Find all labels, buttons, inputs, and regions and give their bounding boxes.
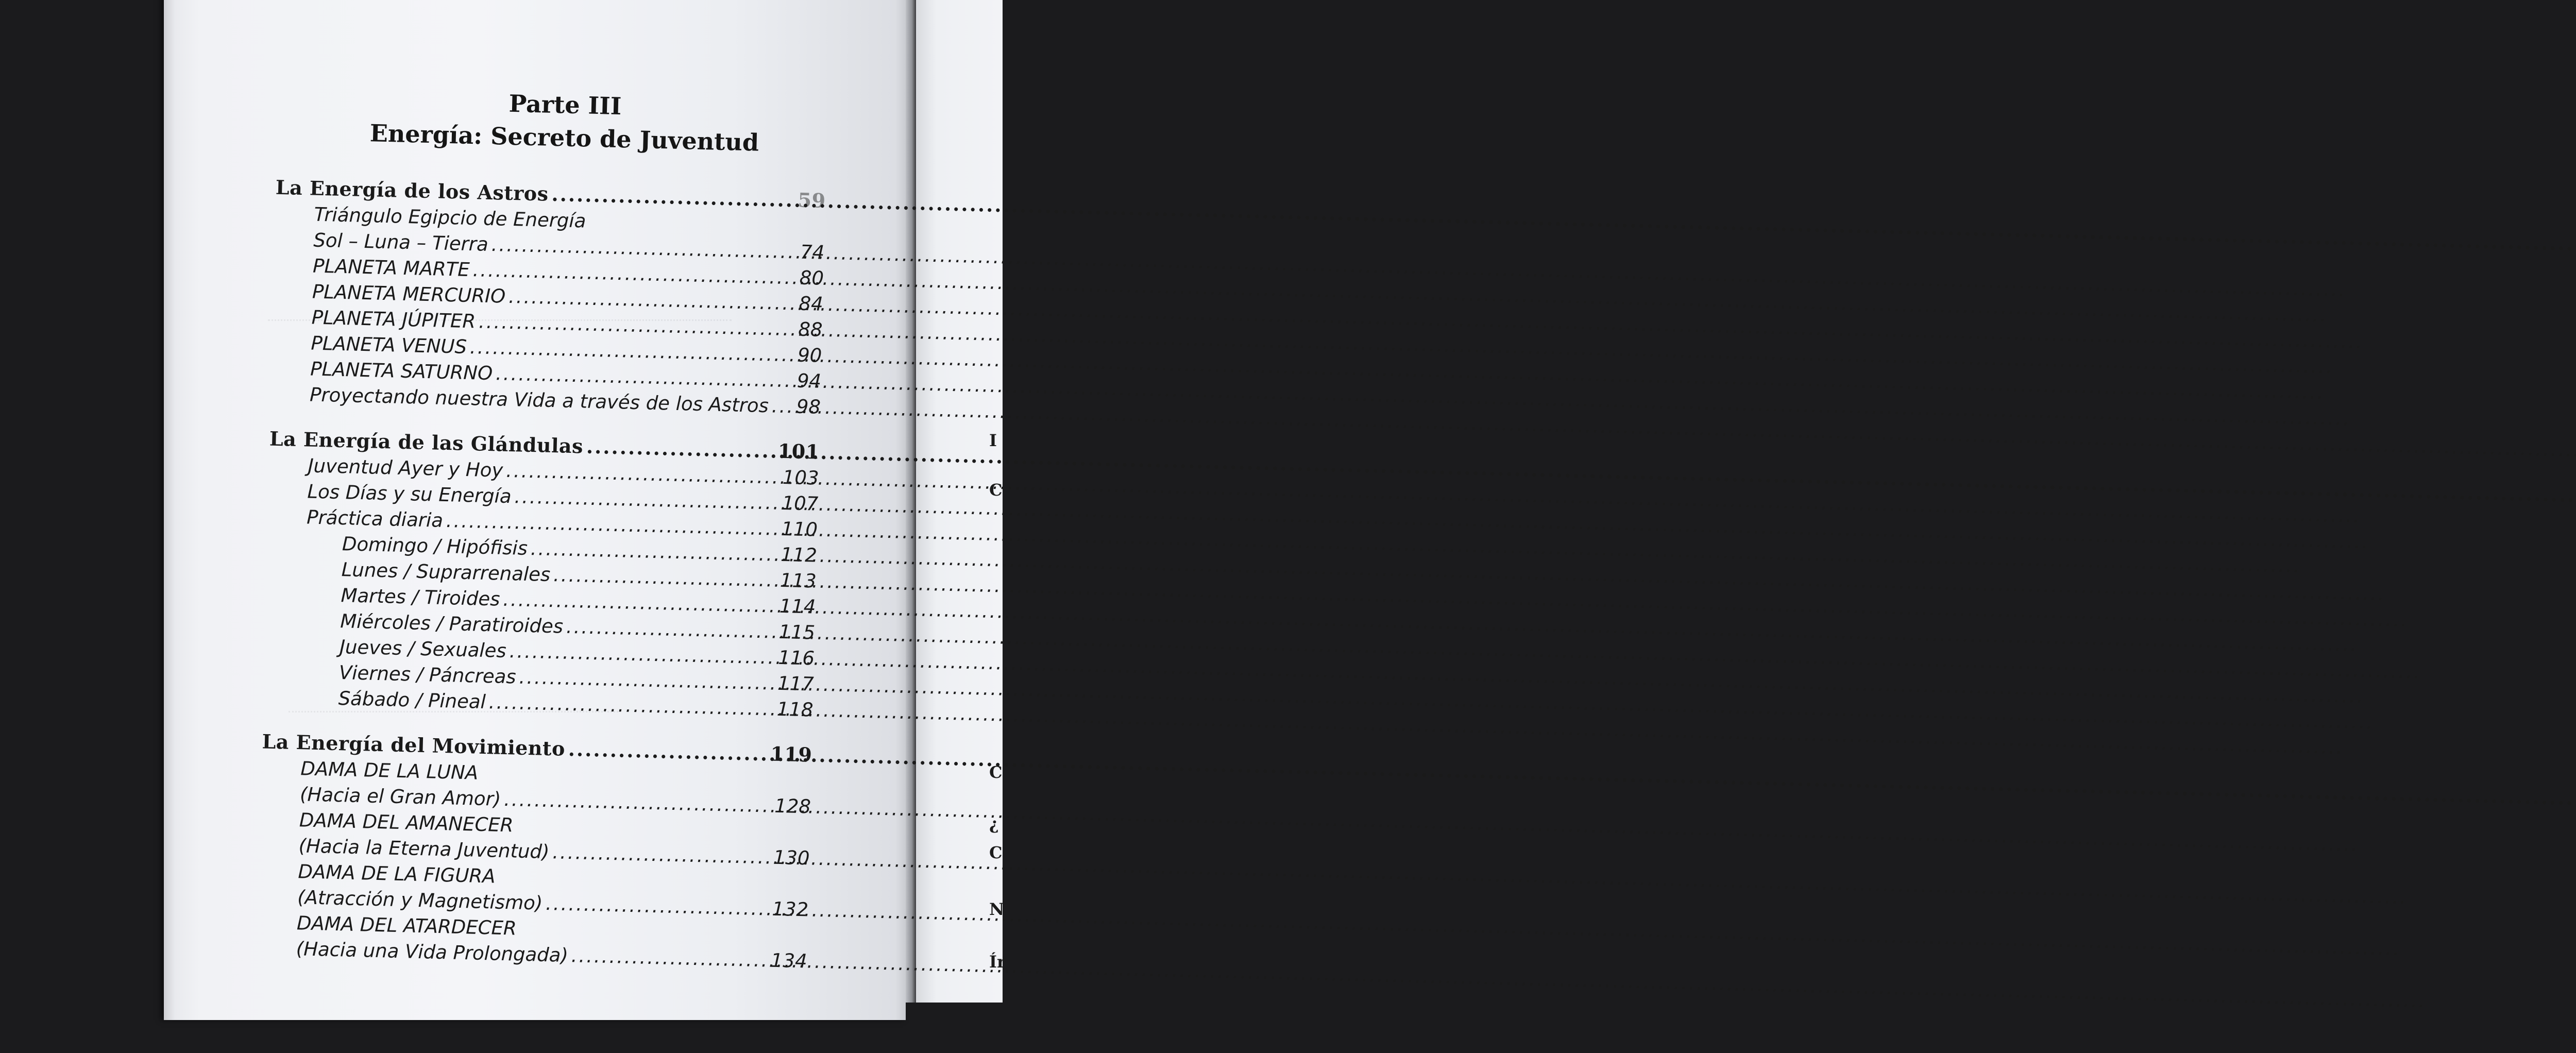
entry-page: 74 [800, 241, 825, 264]
entry-page: 110 [781, 517, 818, 541]
dot-leader [514, 485, 779, 514]
toc-entry: Triángulo Egipcio de Energía [314, 203, 586, 232]
entry-page: 107 [782, 491, 819, 515]
next-page-fragment: C [989, 843, 1003, 862]
entry-title: PLANETA MARTE [312, 254, 470, 281]
section-title: La Energía de las Glándulas [269, 427, 584, 458]
table-of-contents [0, 0, 1014, 1013]
entry-title: PLANETA SATURNO [310, 358, 493, 385]
dot-leader [566, 616, 776, 643]
entry-title: (Hacia el Gran Amor) [299, 783, 501, 810]
dot-leader [479, 310, 795, 340]
entry-title: PLANETA MERCURIO [312, 280, 506, 308]
entry-page: 80 [799, 266, 824, 290]
next-page-fragment: I [989, 431, 997, 450]
dot-leader [488, 691, 774, 720]
entry-page: 117 [777, 672, 815, 695]
dot-leader [530, 537, 777, 566]
section-title: La Energía del Movimiento [262, 729, 566, 760]
next-page-fragment: ¿ [989, 814, 999, 834]
entry-page: 98 [796, 395, 821, 418]
section-page: 59 [798, 188, 826, 212]
dot-leader [509, 640, 775, 669]
entry-title: Lunes / Suprarrenales [341, 558, 551, 586]
dot-leader [506, 460, 780, 488]
dot-leader [546, 892, 769, 920]
dot-leader [568, 737, 768, 765]
entry-page: 88 [798, 318, 823, 341]
entry-title: Domingo / Hipófisis [342, 533, 528, 559]
entry-title: Miércoles / Paratiroides [340, 610, 564, 638]
dot-leader [586, 435, 775, 463]
entry-title: Juventud Ayer y Hoy [308, 454, 503, 482]
entry-page: 118 [776, 698, 814, 721]
dot-leader [551, 182, 795, 212]
section-title: La Energía de los Astros [275, 175, 549, 206]
entry-title: Sábado / Pineal [338, 687, 486, 714]
entry-page: 115 [778, 620, 816, 644]
entry-page: 112 [780, 543, 818, 567]
entry-page: 113 [779, 569, 817, 592]
entry-title: PLANETA JÚPITER [311, 306, 476, 333]
entry-page: 114 [779, 595, 816, 618]
dot-leader [472, 259, 796, 288]
entry-page: 94 [796, 369, 822, 393]
entry-title: (Atracción y Magnetismo) [297, 886, 543, 914]
dot-leader [552, 841, 770, 868]
dot-leader [446, 509, 778, 540]
dot-leader [571, 944, 768, 971]
entry-title: Martes / Tiroides [341, 584, 500, 610]
dot-leader [553, 564, 777, 591]
entry-page: 132 [771, 897, 809, 921]
toc-entry: DAMA DE LA LUNA [300, 757, 479, 784]
toc-entry: DAMA DE LA FIGURA [297, 860, 496, 888]
dot-leader [509, 285, 796, 315]
entry-page: 128 [774, 794, 811, 818]
entry-title: Jueves / Sexuales [339, 636, 507, 662]
dot-leader [504, 788, 772, 817]
section-page: 119 [770, 742, 812, 767]
entry-title: PLANETA VENUS [311, 332, 467, 358]
entry-title: (Hacia la Eterna Juventud) [298, 835, 550, 863]
entry-title: (Hacia una Vida Prolongada) [296, 938, 569, 967]
entry-page: 90 [797, 344, 822, 367]
next-page-fragment: C [989, 762, 1003, 782]
entry-title: Sol – Luna – Tierra [313, 229, 489, 256]
entry-title: Viernes / Páncreas [338, 661, 517, 688]
entry-title: Proyectando nuestra Vida a través de los Astros [309, 383, 769, 417]
section-page: 101 [777, 439, 820, 464]
part-title: Energía: Secreto de Juventud [369, 119, 759, 157]
entry-page: 84 [799, 292, 824, 315]
next-page-fragment: Ír [989, 952, 1006, 972]
entry-page: 134 [770, 949, 808, 973]
dot-leader [491, 233, 797, 263]
next-page-fragment: N [989, 899, 1005, 919]
toc-entry: DAMA DEL AMANECER [299, 809, 514, 837]
dot-leader [496, 362, 794, 392]
dot-leader [503, 588, 776, 617]
entry-title: Los Días y su Energía [307, 480, 512, 508]
entry-page: 116 [777, 646, 815, 670]
dot-leader [469, 336, 794, 366]
entry-page: 130 [773, 846, 810, 870]
next-page-fragment: C [989, 480, 1003, 500]
dot-leader [771, 395, 793, 417]
part-number: Parte III [509, 89, 622, 121]
dot-leader [519, 666, 775, 694]
toc-entry: DAMA DEL ATARDECER [296, 912, 517, 940]
entry-title: Práctica diaria [306, 506, 444, 532]
entry-page: 103 [782, 466, 819, 489]
toc-entry [296, 938, 807, 972]
